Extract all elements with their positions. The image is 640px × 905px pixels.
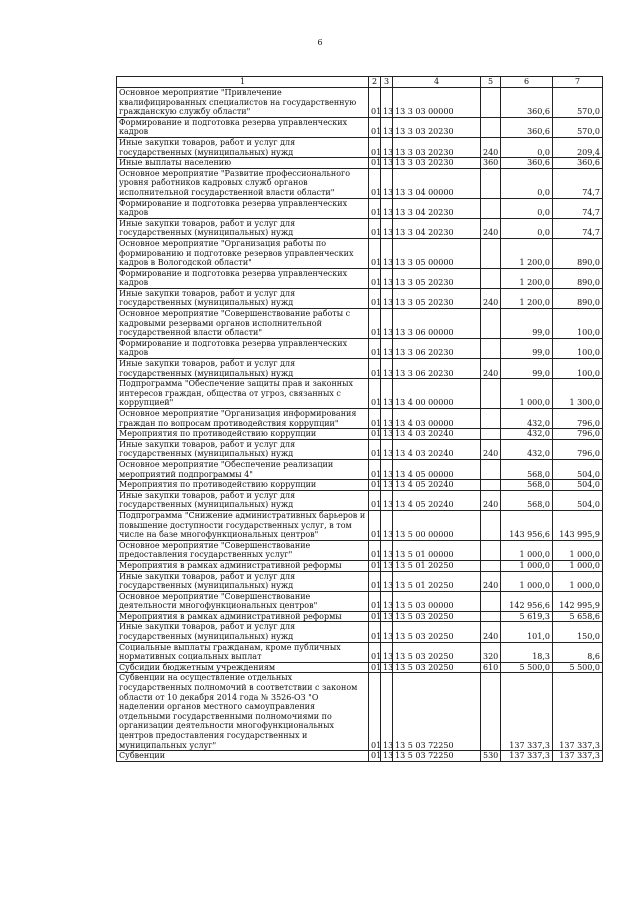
row-amount-year1: 0,0	[501, 198, 553, 218]
row-amount-year2: 5 500,0	[553, 662, 603, 673]
row-amount-year2: 100,0	[553, 309, 603, 339]
row-subsection: 13	[381, 540, 393, 560]
row-amount-year1: 18,3	[501, 642, 553, 662]
row-subsection: 13	[381, 117, 393, 137]
row-section: 01	[369, 490, 381, 510]
row-name: Иные закупки товаров, работ и услуг для государственных (муниципальных) нужд	[117, 622, 369, 642]
table-row	[117, 571, 603, 591]
row-expense-type	[481, 88, 501, 118]
row-name: Иные закупки товаров, работ и услуг для государственных (муниципальных) нужд	[117, 218, 369, 238]
row-subsection: 13	[381, 88, 393, 118]
row-target-code: 13 3 03 20230	[393, 158, 481, 169]
row-amount-year1: 1 200,0	[501, 268, 553, 288]
row-subsection: 13	[381, 238, 393, 268]
row-amount-year1: 568,0	[501, 490, 553, 510]
row-amount-year2: 890,0	[553, 268, 603, 288]
row-amount-year2: 360,6	[553, 158, 603, 169]
row-section: 01	[369, 238, 381, 268]
row-expense-type: 240	[481, 359, 501, 379]
table-row	[117, 218, 603, 238]
row-amount-year2: 890,0	[553, 238, 603, 268]
table-row	[117, 409, 603, 429]
row-target-code: 13 3 06 20230	[393, 338, 481, 358]
row-expense-type: 240	[481, 622, 501, 642]
row-amount-year2: 100,0	[553, 359, 603, 379]
table-row	[117, 429, 603, 440]
row-expense-type: 610	[481, 662, 501, 673]
row-amount-year2: 570,0	[553, 117, 603, 137]
row-amount-year2: 1 000,0	[553, 540, 603, 560]
row-subsection: 13	[381, 288, 393, 308]
row-amount-year2: 74,7	[553, 218, 603, 238]
row-subsection: 13	[381, 409, 393, 429]
row-section: 01	[369, 439, 381, 459]
row-subsection: 13	[381, 480, 393, 491]
row-expense-type	[481, 379, 501, 409]
row-target-code: 13 3 06 00000	[393, 309, 481, 339]
row-section: 01	[369, 560, 381, 571]
row-target-code: 13 3 05 20230	[393, 268, 481, 288]
row-amount-year1: 568,0	[501, 480, 553, 491]
row-target-code: 13 5 03 20250	[393, 642, 481, 662]
row-amount-year2: 143 995,9	[553, 510, 603, 540]
row-section: 01	[369, 642, 381, 662]
row-section: 01	[369, 459, 381, 479]
row-amount-year1: 137 337,3	[501, 673, 553, 751]
row-name: Субсидии бюджетным учреждениям	[117, 662, 369, 673]
row-target-code: 13 4 05 20240	[393, 480, 481, 491]
row-expense-type: 240	[481, 218, 501, 238]
row-amount-year1: 568,0	[501, 459, 553, 479]
table-row	[117, 198, 603, 218]
table-row	[117, 540, 603, 560]
row-expense-type	[481, 309, 501, 339]
row-name: Подпрограмма "Обеспечение защиты прав и законных интересов граждан, общества от угроз, связанных с коррупцией"	[117, 379, 369, 409]
row-subsection: 13	[381, 359, 393, 379]
row-section: 01	[369, 168, 381, 198]
row-expense-type	[481, 409, 501, 429]
row-subsection: 13	[381, 560, 393, 571]
row-amount-year1: 432,0	[501, 409, 553, 429]
table-row	[117, 158, 603, 169]
row-section: 01	[369, 480, 381, 491]
table-row	[117, 510, 603, 540]
row-amount-year2: 890,0	[553, 288, 603, 308]
row-target-code: 13 5 03 20250	[393, 622, 481, 642]
row-name: Мероприятия в рамках административной реформы	[117, 560, 369, 571]
row-target-code: 13 4 03 20240	[393, 429, 481, 440]
row-expense-type: 240	[481, 137, 501, 157]
row-name: Субвенции на осуществление отдельных государственных полномочий в соответствии с законом области от 10 декабря 2014 года № 3526-ОЗ "О наделении органов местного самоуправления отдельными государственными полномочиями по организации деятельности многофункциональных центров предоставления государственных и муниципальных услуг"	[117, 673, 369, 751]
table-row	[117, 480, 603, 491]
row-amount-year2: 796,0	[553, 409, 603, 429]
row-section: 01	[369, 338, 381, 358]
row-expense-type: 530	[481, 751, 501, 762]
row-expense-type	[481, 560, 501, 571]
row-amount-year2: 504,0	[553, 490, 603, 510]
row-target-code: 13 3 03 20230	[393, 137, 481, 157]
row-name: Иные закупки товаров, работ и услуг для государственных (муниципальных) нужд	[117, 288, 369, 308]
row-name: Социальные выплаты гражданам, кроме публичных нормативных социальных выплат	[117, 642, 369, 662]
table-row	[117, 268, 603, 288]
row-section: 01	[369, 591, 381, 611]
table-row	[117, 751, 603, 762]
row-expense-type	[481, 611, 501, 622]
header-cell: 5	[481, 77, 501, 88]
row-amount-year1: 432,0	[501, 429, 553, 440]
table-row	[117, 490, 603, 510]
row-section: 01	[369, 510, 381, 540]
row-expense-type: 240	[481, 288, 501, 308]
row-name: Формирование и подготовка резерва управленческих кадров	[117, 338, 369, 358]
row-amount-year2: 796,0	[553, 439, 603, 459]
row-amount-year2: 1 000,0	[553, 560, 603, 571]
row-name: Иные выплаты населению	[117, 158, 369, 169]
row-subsection: 13	[381, 338, 393, 358]
row-expense-type	[481, 338, 501, 358]
row-name: Мероприятия в рамках административной реформы	[117, 611, 369, 622]
row-name: Основное мероприятие "Организация работы по формированию и подготовке резервов управленческих кадров в Вологодской области"	[117, 238, 369, 268]
row-amount-year1: 5 619,3	[501, 611, 553, 622]
row-target-code: 13 4 03 00000	[393, 409, 481, 429]
row-target-code: 13 3 03 20230	[393, 117, 481, 137]
row-expense-type	[481, 591, 501, 611]
row-amount-year1: 0,0	[501, 168, 553, 198]
row-subsection: 13	[381, 309, 393, 339]
row-subsection: 13	[381, 268, 393, 288]
row-amount-year1: 137 337,3	[501, 751, 553, 762]
row-amount-year2: 74,7	[553, 198, 603, 218]
row-target-code: 13 5 01 00000	[393, 540, 481, 560]
row-target-code: 13 3 05 20230	[393, 288, 481, 308]
header-cell: 7	[553, 77, 603, 88]
row-name: Основное мероприятие "Обеспечение реализации мероприятий подпрограммы 4"	[117, 459, 369, 479]
row-amount-year1: 0,0	[501, 137, 553, 157]
row-expense-type: 240	[481, 571, 501, 591]
row-name: Мероприятия по противодействию коррупции	[117, 480, 369, 491]
table-row	[117, 591, 603, 611]
row-subsection: 13	[381, 168, 393, 198]
row-amount-year1: 142 956,6	[501, 591, 553, 611]
row-name: Подпрограмма "Снижение административных барьеров и повышение доступности государственных услуг, в том числе на базе многофункциональных центров"	[117, 510, 369, 540]
row-section: 01	[369, 571, 381, 591]
row-amount-year1: 360,6	[501, 158, 553, 169]
row-amount-year2: 100,0	[553, 338, 603, 358]
row-target-code: 13 5 03 20250	[393, 662, 481, 673]
row-amount-year1: 99,0	[501, 309, 553, 339]
row-amount-year1: 432,0	[501, 439, 553, 459]
row-amount-year2: 150,0	[553, 622, 603, 642]
row-target-code: 13 3 05 00000	[393, 238, 481, 268]
row-name: Основное мероприятие "Организация информирования граждан по вопросам противодействия коррупции"	[117, 409, 369, 429]
row-target-code: 13 4 05 20240	[393, 490, 481, 510]
row-section: 01	[369, 288, 381, 308]
row-target-code: 13 5 01 20250	[393, 571, 481, 591]
table-row	[117, 359, 603, 379]
row-amount-year1: 143 956,6	[501, 510, 553, 540]
row-expense-type	[481, 510, 501, 540]
row-subsection: 13	[381, 218, 393, 238]
row-subsection: 13	[381, 611, 393, 622]
row-name: Основное мероприятие "Привлечение квалифицированных специалистов на государственную гражданскую службу области"	[117, 88, 369, 118]
row-amount-year1: 1 200,0	[501, 288, 553, 308]
row-name: Субвенции	[117, 751, 369, 762]
row-section: 01	[369, 218, 381, 238]
row-section: 01	[369, 611, 381, 622]
row-section: 01	[369, 359, 381, 379]
row-target-code: 13 5 03 00000	[393, 591, 481, 611]
row-amount-year1: 360,6	[501, 117, 553, 137]
row-name: Иные закупки товаров, работ и услуг для государственных (муниципальных) нужд	[117, 490, 369, 510]
table-row	[117, 168, 603, 198]
row-section: 01	[369, 409, 381, 429]
row-section: 01	[369, 673, 381, 751]
row-name: Иные закупки товаров, работ и услуг для государственных (муниципальных) нужд	[117, 439, 369, 459]
row-amount-year2: 137 337,3	[553, 673, 603, 751]
row-expense-type	[481, 238, 501, 268]
row-subsection: 13	[381, 490, 393, 510]
row-subsection: 13	[381, 379, 393, 409]
row-section: 01	[369, 117, 381, 137]
row-amount-year2: 504,0	[553, 480, 603, 491]
row-name: Основное мероприятие "Совершенствование работы с кадровыми резервами органов исполнительной государственной власти области"	[117, 309, 369, 339]
row-target-code: 13 4 05 00000	[393, 459, 481, 479]
row-subsection: 13	[381, 429, 393, 440]
row-target-code: 13 3 04 20230	[393, 218, 481, 238]
row-amount-year2: 1 000,0	[553, 571, 603, 591]
page-number: 6	[317, 38, 323, 47]
row-target-code: 13 5 03 20250	[393, 611, 481, 622]
table-row	[117, 137, 603, 157]
row-target-code: 13 4 00 00000	[393, 379, 481, 409]
row-amount-year1: 360,6	[501, 88, 553, 118]
row-amount-year2: 8,6	[553, 642, 603, 662]
table-row	[117, 238, 603, 268]
row-target-code: 13 3 06 20230	[393, 359, 481, 379]
row-subsection: 13	[381, 137, 393, 157]
row-section: 01	[369, 540, 381, 560]
row-name: Мероприятия по противодействию коррупции	[117, 429, 369, 440]
row-subsection: 13	[381, 751, 393, 762]
row-section: 01	[369, 268, 381, 288]
row-expense-type	[481, 459, 501, 479]
row-amount-year1: 99,0	[501, 359, 553, 379]
row-amount-year2: 74,7	[553, 168, 603, 198]
row-section: 01	[369, 198, 381, 218]
row-subsection: 13	[381, 673, 393, 751]
row-expense-type	[481, 268, 501, 288]
row-subsection: 13	[381, 622, 393, 642]
row-expense-type: 360	[481, 158, 501, 169]
row-amount-year1: 1 200,0	[501, 238, 553, 268]
row-expense-type: 240	[481, 490, 501, 510]
row-section: 01	[369, 88, 381, 118]
row-target-code: 13 5 00 00000	[393, 510, 481, 540]
row-target-code: 13 3 04 00000	[393, 168, 481, 198]
row-amount-year2: 570,0	[553, 88, 603, 118]
row-target-code: 13 4 03 20240	[393, 439, 481, 459]
row-name: Основное мероприятие "Совершенствование деятельности многофункциональных центров"	[117, 591, 369, 611]
table-row	[117, 560, 603, 571]
row-amount-year2: 5 658,6	[553, 611, 603, 622]
row-amount-year1: 99,0	[501, 338, 553, 358]
table-row	[117, 662, 603, 673]
row-subsection: 13	[381, 642, 393, 662]
row-amount-year1: 0,0	[501, 218, 553, 238]
table-row	[117, 379, 603, 409]
table-row	[117, 611, 603, 622]
row-name: Иные закупки товаров, работ и услуг для государственных (муниципальных) нужд	[117, 137, 369, 157]
row-target-code: 13 5 03 72250	[393, 673, 481, 751]
row-target-code: 13 3 03 00000	[393, 88, 481, 118]
row-name: Основное мероприятие "Совершенствование предоставления государственных услуг"	[117, 540, 369, 560]
row-target-code: 13 3 04 20230	[393, 198, 481, 218]
row-amount-year1: 1 000,0	[501, 540, 553, 560]
budget-table	[116, 76, 603, 762]
row-section: 01	[369, 379, 381, 409]
row-name: Основное мероприятие "Развитие профессионального уровня работников кадровых служб органов исполнительной государственной власти области"	[117, 168, 369, 198]
row-section: 01	[369, 662, 381, 673]
row-target-code: 13 5 03 72250	[393, 751, 481, 762]
row-expense-type	[481, 168, 501, 198]
row-section: 01	[369, 158, 381, 169]
row-expense-type	[481, 429, 501, 440]
header-cell: 4	[393, 77, 481, 88]
row-expense-type	[481, 117, 501, 137]
row-name: Иные закупки товаров, работ и услуг для государственных (муниципальных) нужд	[117, 571, 369, 591]
table-row	[117, 459, 603, 479]
row-amount-year2: 142 995,9	[553, 591, 603, 611]
header-cell: 6	[501, 77, 553, 88]
row-name: Иные закупки товаров, работ и услуг для государственных (муниципальных) нужд	[117, 359, 369, 379]
row-expense-type	[481, 198, 501, 218]
row-section: 01	[369, 622, 381, 642]
row-amount-year2: 209,4	[553, 137, 603, 157]
table-row	[117, 88, 603, 118]
table-row	[117, 288, 603, 308]
row-amount-year1: 1 000,0	[501, 560, 553, 571]
row-expense-type	[481, 480, 501, 491]
header-cell: 1	[117, 77, 369, 88]
row-subsection: 13	[381, 662, 393, 673]
row-amount-year2: 137 337,3	[553, 751, 603, 762]
row-name: Формирование и подготовка резерва управленческих кадров	[117, 117, 369, 137]
row-subsection: 13	[381, 571, 393, 591]
row-amount-year1: 101,0	[501, 622, 553, 642]
row-expense-type	[481, 673, 501, 751]
row-subsection: 13	[381, 198, 393, 218]
row-amount-year2: 504,0	[553, 459, 603, 479]
row-amount-year1: 1 000,0	[501, 379, 553, 409]
row-section: 01	[369, 137, 381, 157]
row-target-code: 13 5 01 20250	[393, 560, 481, 571]
row-subsection: 13	[381, 439, 393, 459]
row-subsection: 13	[381, 591, 393, 611]
row-subsection: 13	[381, 158, 393, 169]
row-amount-year1: 5 500,0	[501, 662, 553, 673]
table-row	[117, 673, 603, 751]
row-subsection: 13	[381, 459, 393, 479]
row-expense-type: 320	[481, 642, 501, 662]
row-name: Формирование и подготовка резерва управленческих кадров	[117, 198, 369, 218]
table-row	[117, 439, 603, 459]
row-amount-year2: 796,0	[553, 429, 603, 440]
table-row	[117, 642, 603, 662]
row-subsection: 13	[381, 510, 393, 540]
table-row	[117, 622, 603, 642]
row-section: 01	[369, 429, 381, 440]
row-amount-year1: 1 000,0	[501, 571, 553, 591]
header-cell: 3	[381, 77, 393, 88]
header-row	[117, 77, 603, 88]
table-row	[117, 338, 603, 358]
header-cell: 2	[369, 77, 381, 88]
row-expense-type: 240	[481, 439, 501, 459]
row-expense-type	[481, 540, 501, 560]
table-row	[117, 117, 603, 137]
table-row	[117, 309, 603, 339]
row-amount-year2: 1 300,0	[553, 379, 603, 409]
row-section: 01	[369, 751, 381, 762]
row-name: Формирование и подготовка резерва управленческих кадров	[117, 268, 369, 288]
row-section: 01	[369, 309, 381, 339]
